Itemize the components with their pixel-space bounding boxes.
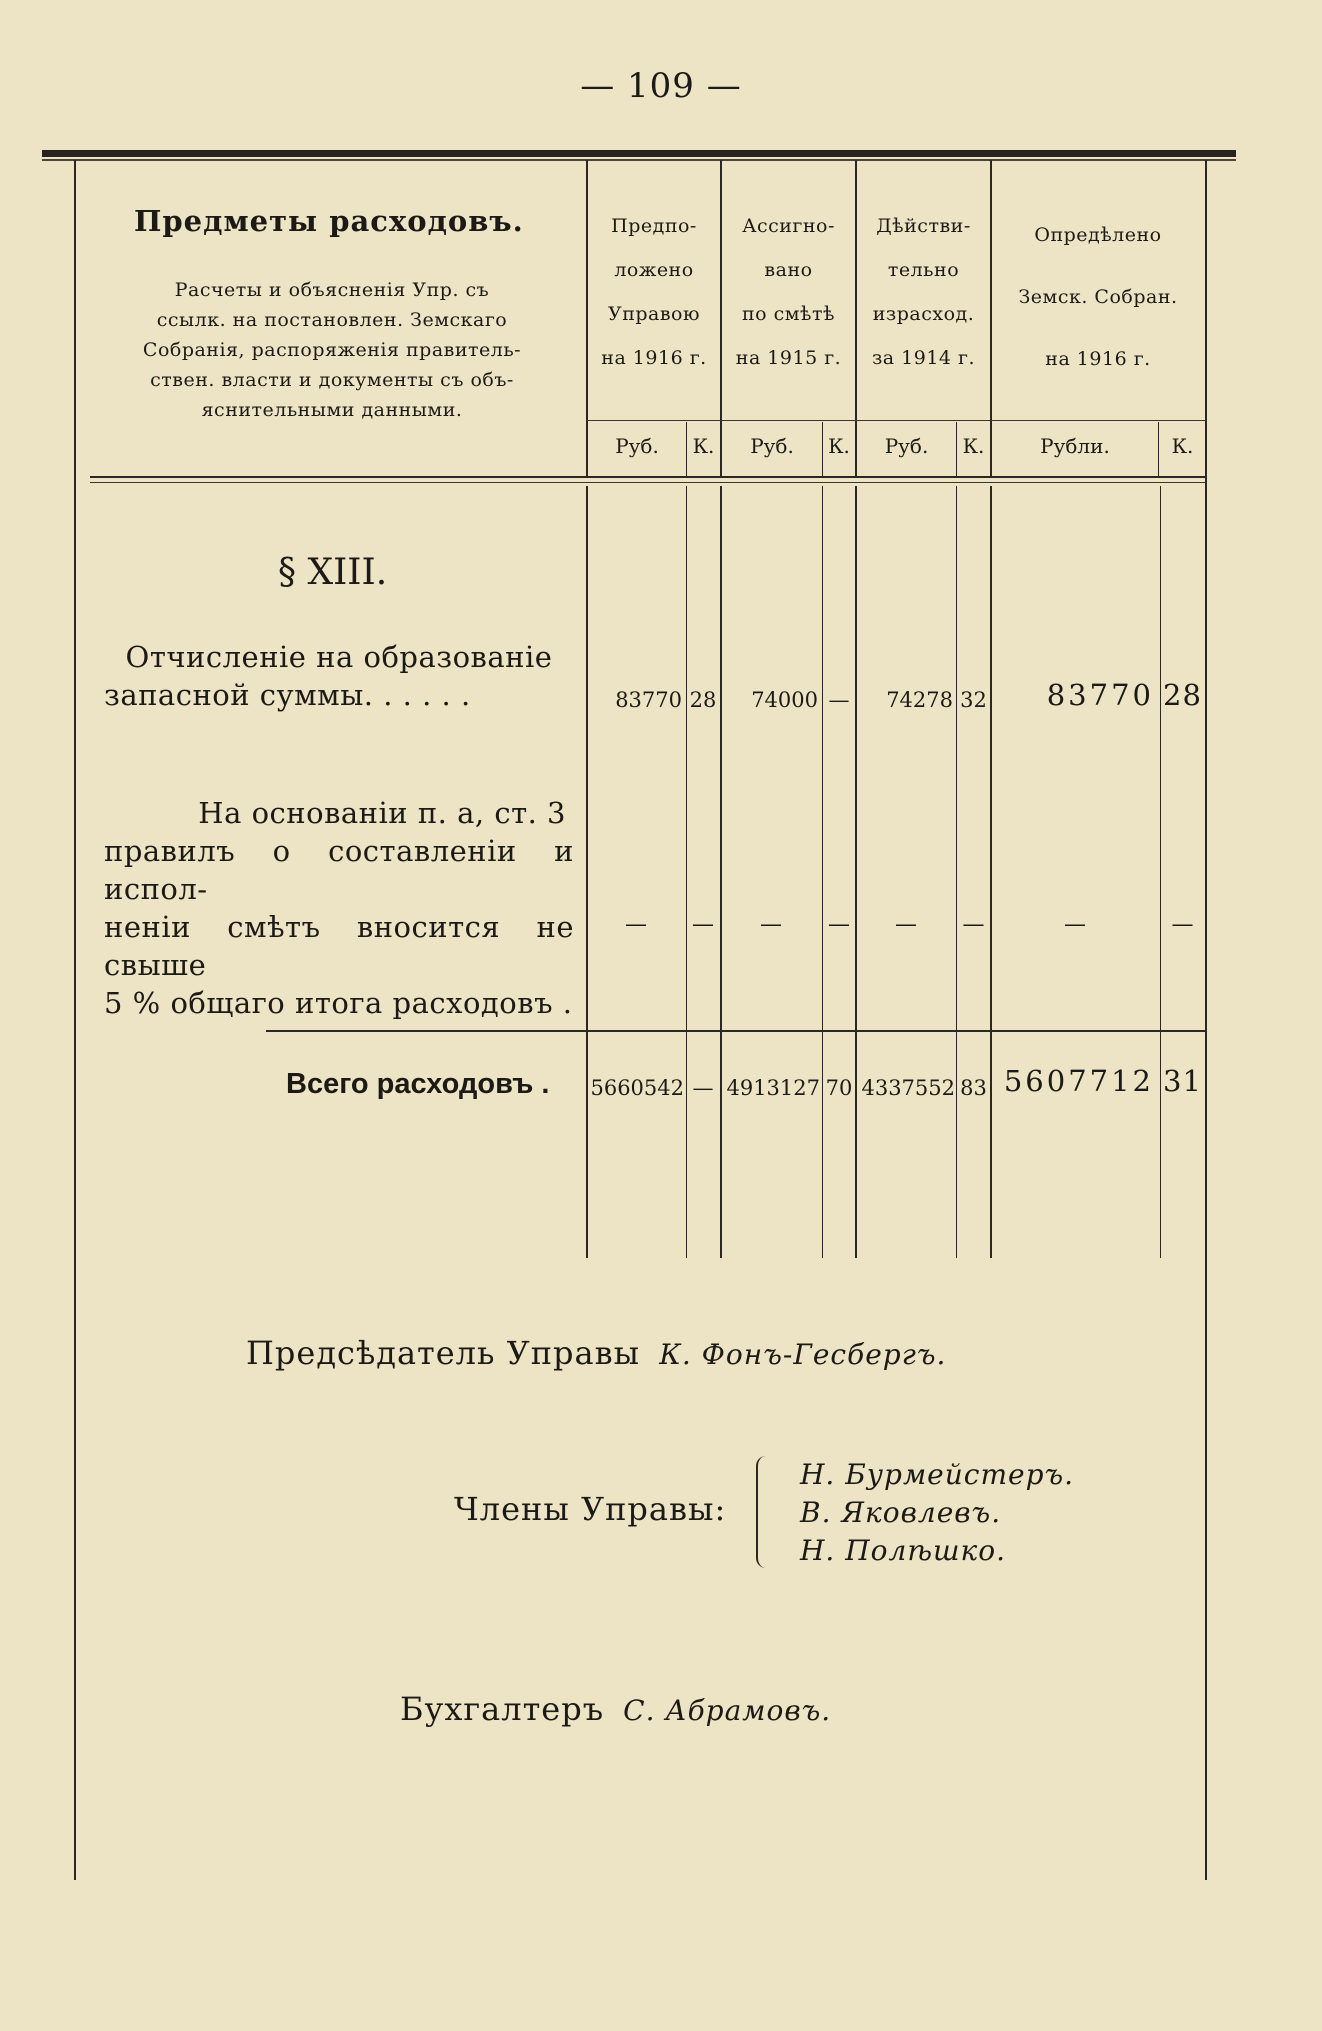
members-label: Члены Управы: (454, 1490, 727, 1528)
note-dash: — (962, 912, 985, 937)
page-number: — 109 — (580, 66, 742, 106)
item-assigned-rub: 74000 (751, 688, 818, 712)
kop-divider-4 (1158, 422, 1159, 476)
colhead-line: Земск. Собран. (1018, 286, 1178, 308)
item-spent-rub: 74278 (886, 688, 953, 712)
colhead-line: на 1916 г. (601, 347, 707, 369)
header-title: Предметы расходовъ. (134, 204, 524, 238)
totals-spent-kop: 83 (960, 1076, 987, 1100)
colhead-line: по смѣтѣ (742, 303, 835, 325)
unit-kop-2: К. (828, 434, 850, 458)
note-dash: — (692, 912, 714, 937)
top-rule (42, 150, 1236, 157)
colhead-line: на 1915 г. (735, 347, 842, 369)
totals-decided-kop: 31 (1163, 1064, 1202, 1098)
item-decided-rub: 83770 (1046, 678, 1154, 712)
desc-line: ссылк. на постановлен. Земскаго (156, 309, 508, 331)
body-col-2a (720, 486, 722, 1258)
members-brace (756, 1456, 772, 1568)
colhead-line: Ассигно- (742, 215, 835, 237)
colhead-proposed (588, 204, 720, 380)
unit-kop-3: К. (962, 434, 985, 458)
unit-row-line (586, 420, 1205, 421)
item-spent-kop: 32 (960, 688, 987, 712)
note-line: неніи смѣтъ вносится не свыше (104, 910, 574, 982)
colhead-line: Управою (607, 303, 701, 325)
frame-right (1205, 160, 1207, 1880)
totals-assigned-rub: 4913127 (726, 1076, 820, 1100)
colhead-line: Опредѣлено (1034, 224, 1162, 246)
section-title: § XIII. (278, 552, 388, 593)
body-kop-4 (1160, 486, 1161, 1258)
note-dash: — (1171, 912, 1194, 937)
colhead-line: израсход. (872, 303, 975, 325)
desc-line: яснительными данными. (201, 399, 463, 421)
chairman-signature (246, 1334, 946, 1372)
member-name: Н. Полѣшко. (800, 1534, 1007, 1567)
header-bottom-rule (90, 476, 1205, 478)
note-line: правилъ о составленіи и испол- (104, 834, 574, 906)
body-col-4 (990, 486, 992, 1258)
colhead-line: за 1914 г. (871, 347, 976, 369)
top-rule-thin (42, 159, 1236, 161)
body-col-1 (586, 486, 588, 1258)
frame-left (74, 160, 76, 1880)
unit-kop-4: К. (1171, 434, 1194, 458)
note-line: На основаніи п. а, ст. 3 (198, 796, 566, 830)
note-dash: — (1064, 912, 1086, 937)
chairman-label: Предсѣдатель Управы (246, 1334, 641, 1372)
note-text (104, 794, 574, 1022)
body-col-3 (855, 486, 857, 1258)
colhead-assigned (722, 204, 855, 380)
totals-proposed-kop: — (692, 1076, 714, 1100)
member-name: В. Яковлевъ. (800, 1496, 1002, 1529)
chairman-name: К. Фонъ-Гесбергъ. (659, 1338, 947, 1371)
accountant-label: Бухгалтеръ (400, 1690, 605, 1728)
accountant-signature (400, 1690, 831, 1728)
colhead-line: ложено (614, 259, 694, 281)
desc-line: Расчеты и объясненія Упр. съ (174, 279, 490, 301)
member-name: Н. Бурмейстеръ. (800, 1458, 1075, 1491)
totals-decided-rub: 5607712 (1003, 1064, 1154, 1098)
unit-rub-1: Руб. (615, 434, 659, 458)
body-kop-2 (822, 486, 823, 1258)
colhead-line: тельно (887, 259, 960, 281)
item-assigned-kop: — (828, 688, 850, 712)
totals-proposed-rub: 5660542 (590, 1076, 684, 1100)
unit-kop-1: К. (692, 434, 715, 458)
desc-line: Собранія, распоряженія правитель- (142, 339, 522, 361)
colhead-spent (857, 204, 990, 380)
totals-spent-rub: 4337552 (861, 1076, 955, 1100)
body-kop-3 (956, 486, 957, 1258)
totals-rule (266, 1030, 586, 1032)
colhead-line: вано (764, 259, 813, 281)
unit-rub-3: Руб. (884, 434, 929, 458)
note-dash: — (760, 912, 782, 937)
note-dash: — (828, 912, 850, 937)
totals-label: Всего расходовъ . (286, 1068, 550, 1100)
item-line: запасной суммы. . . . . . (104, 678, 471, 712)
colhead-line: Дѣйстви- (876, 215, 971, 237)
colhead-decided (992, 204, 1204, 390)
item-description (104, 638, 574, 714)
colhead-line: Предпо- (611, 215, 697, 237)
note-line: 5 % общаго итога расходовъ . (104, 986, 573, 1020)
totals-rule-cols (586, 1030, 1205, 1032)
header-description (112, 275, 552, 425)
totals-assigned-kop: 70 (825, 1076, 853, 1100)
item-proposed-kop: 28 (689, 688, 717, 712)
accountant-name: С. Абрамовъ. (623, 1694, 832, 1727)
item-line: Отчисленіе на образованіе (125, 640, 553, 674)
note-dash: — (625, 912, 647, 937)
colhead-line: на 1916 г. (1045, 348, 1151, 370)
header-bottom-rule-2 (90, 482, 1205, 483)
unit-rub-2: Руб. (750, 434, 794, 458)
desc-line: ствен. власти и документы съ объ- (150, 369, 514, 391)
unit-rub-4: Рубли. (1040, 434, 1110, 458)
item-decided-kop: 28 (1163, 678, 1202, 712)
note-dash: — (895, 912, 917, 937)
item-proposed-rub: 83770 (615, 688, 682, 712)
body-kop-1 (686, 486, 687, 1258)
members-list (800, 1456, 1074, 1570)
